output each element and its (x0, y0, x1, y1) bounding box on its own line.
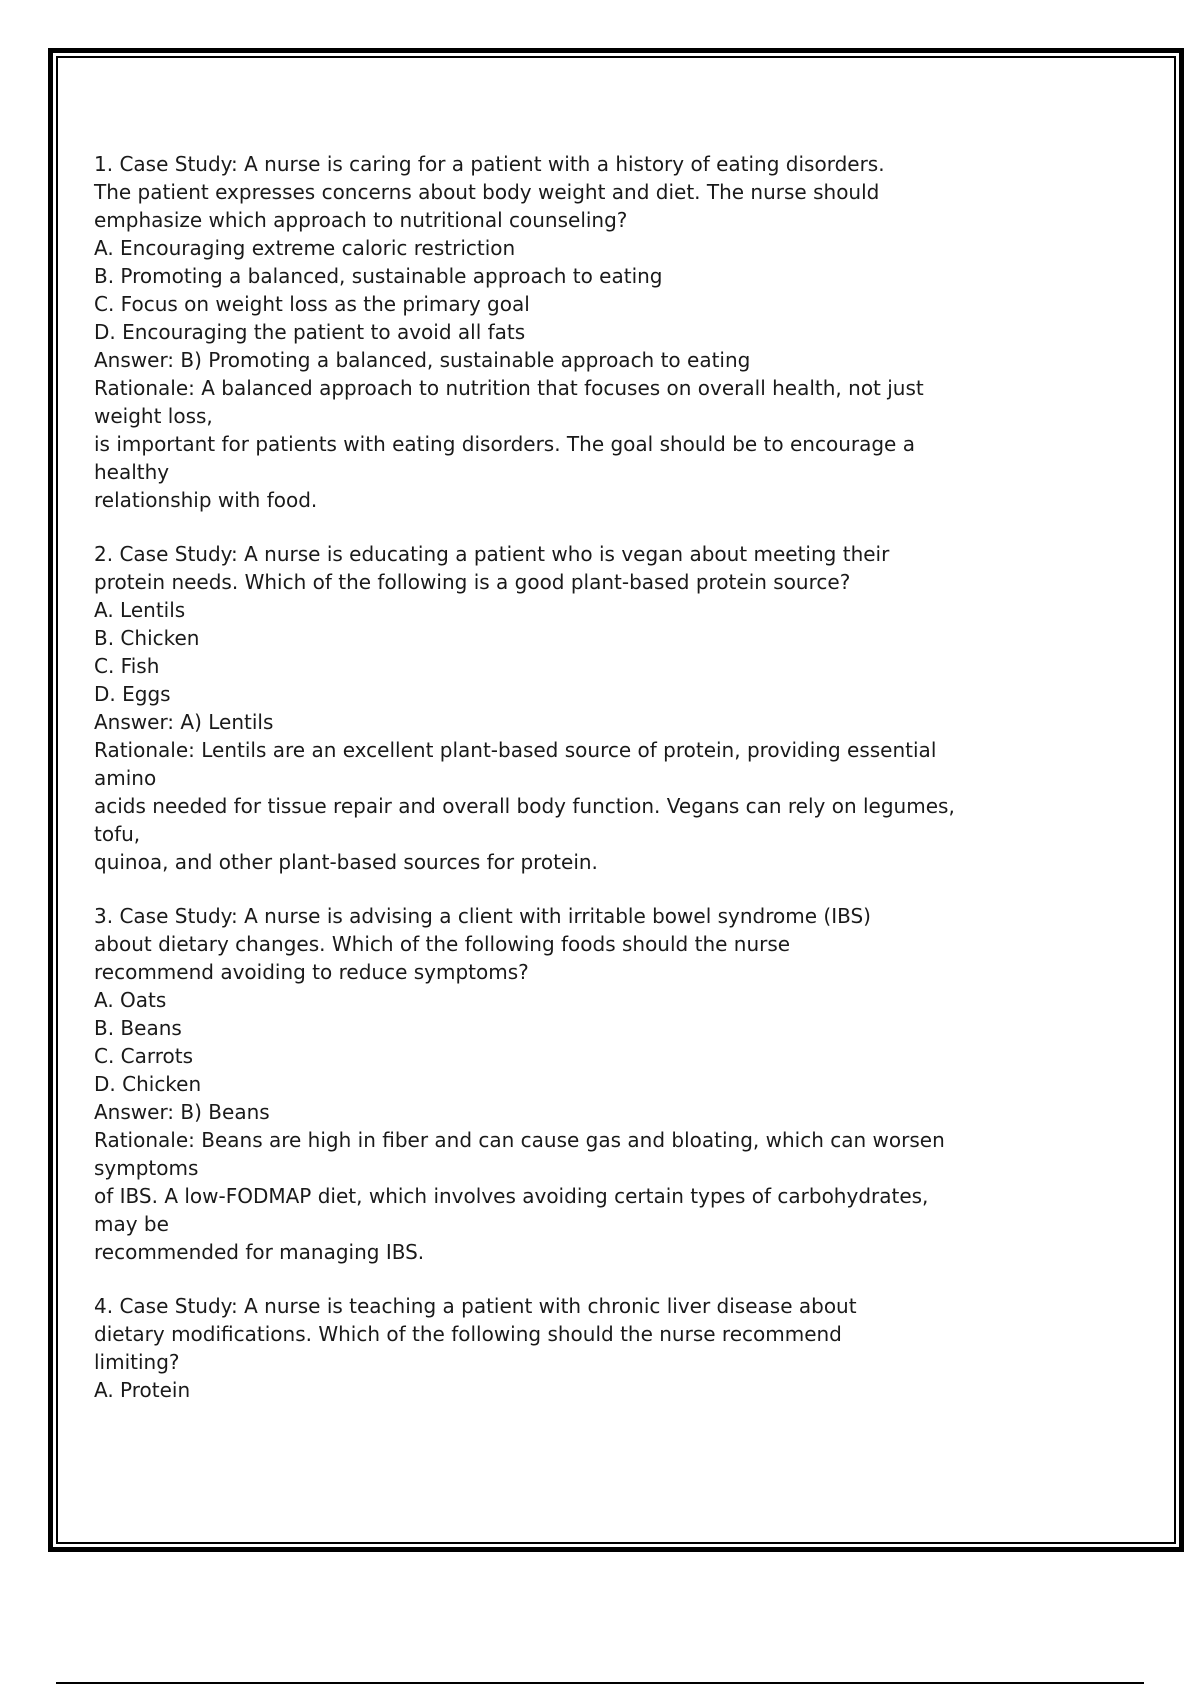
rationale-line: Rationale: A balanced approach to nutrition that focuses on overall health, not just (94, 376, 924, 400)
rationale-line: relationship with food. (94, 488, 318, 512)
question-1 (94, 150, 1034, 514)
question-4 (94, 1292, 1034, 1404)
question-stem-line: The patient expresses concerns about body weight and diet. The nurse should (94, 180, 880, 204)
rationale-line: Rationale: Lentils are an excellent plant-based source of protein, providing essential (94, 738, 937, 762)
rationale-line: is important for patients with eating disorders. The goal should be to encourage a (94, 432, 915, 456)
option-c: C. Fish (94, 654, 160, 678)
option-a: A. Oats (94, 988, 167, 1012)
rationale-line: Rationale: Beans are high in fiber and can cause gas and bloating, which can worsen (94, 1128, 945, 1152)
question-stem-line: 4. Case Study: A nurse is teaching a patient with chronic liver disease about (94, 1294, 857, 1318)
document-content (94, 150, 1034, 1430)
question-stem-line: about dietary changes. Which of the following foods should the nurse (94, 932, 791, 956)
rationale-line: quinoa, and other plant-based sources for protein. (94, 850, 598, 874)
question-stem-line: 1. Case Study: A nurse is caring for a patient with a history of eating disorders. (94, 152, 885, 176)
option-a: A. Lentils (94, 598, 186, 622)
option-a: A. Encouraging extreme caloric restriction (94, 236, 516, 260)
option-d: D. Encouraging the patient to avoid all fats (94, 320, 526, 344)
question-stem-line: 2. Case Study: A nurse is educating a patient who is vegan about meeting their (94, 542, 890, 566)
rationale-line: may be (94, 1212, 169, 1236)
answer-line: Answer: B) Beans (94, 1100, 270, 1124)
question-3 (94, 902, 1034, 1266)
rationale-line: recommended for managing IBS. (94, 1240, 425, 1264)
rationale-line: amino (94, 766, 157, 790)
rationale-line: acids needed for tissue repair and overall body function. Vegans can rely on legumes, (94, 794, 955, 818)
question-2 (94, 540, 1034, 876)
answer-line: Answer: A) Lentils (94, 710, 274, 734)
rationale-line: healthy (94, 460, 170, 484)
question-stem-line: 3. Case Study: A nurse is advising a client with irritable bowel syndrome (IBS) (94, 904, 871, 928)
option-b: B. Beans (94, 1016, 182, 1040)
answer-line: Answer: B) Promoting a balanced, sustainable approach to eating (94, 348, 751, 372)
option-c: C. Focus on weight loss as the primary goal (94, 292, 530, 316)
question-stem-line: limiting? (94, 1350, 180, 1374)
footer-divider (56, 1682, 1144, 1684)
option-b: B. Promoting a balanced, sustainable approach to eating (94, 264, 663, 288)
question-stem-line: recommend avoiding to reduce symptoms? (94, 960, 529, 984)
rationale-line: weight loss, (94, 404, 213, 428)
question-stem-line: dietary modifications. Which of the following should the nurse recommend (94, 1322, 842, 1346)
option-d: D. Chicken (94, 1072, 202, 1096)
rationale-line: symptoms (94, 1156, 199, 1180)
question-stem-line: protein needs. Which of the following is a good plant-based protein source? (94, 570, 851, 594)
option-b: B. Chicken (94, 626, 200, 650)
question-stem-line: emphasize which approach to nutritional counseling? (94, 208, 628, 232)
option-c: C. Carrots (94, 1044, 194, 1068)
rationale-line: of IBS. A low-FODMAP diet, which involves avoiding certain types of carbohydrates, (94, 1184, 929, 1208)
option-d: D. Eggs (94, 682, 171, 706)
option-a: A. Protein (94, 1378, 191, 1402)
rationale-line: tofu, (94, 822, 141, 846)
